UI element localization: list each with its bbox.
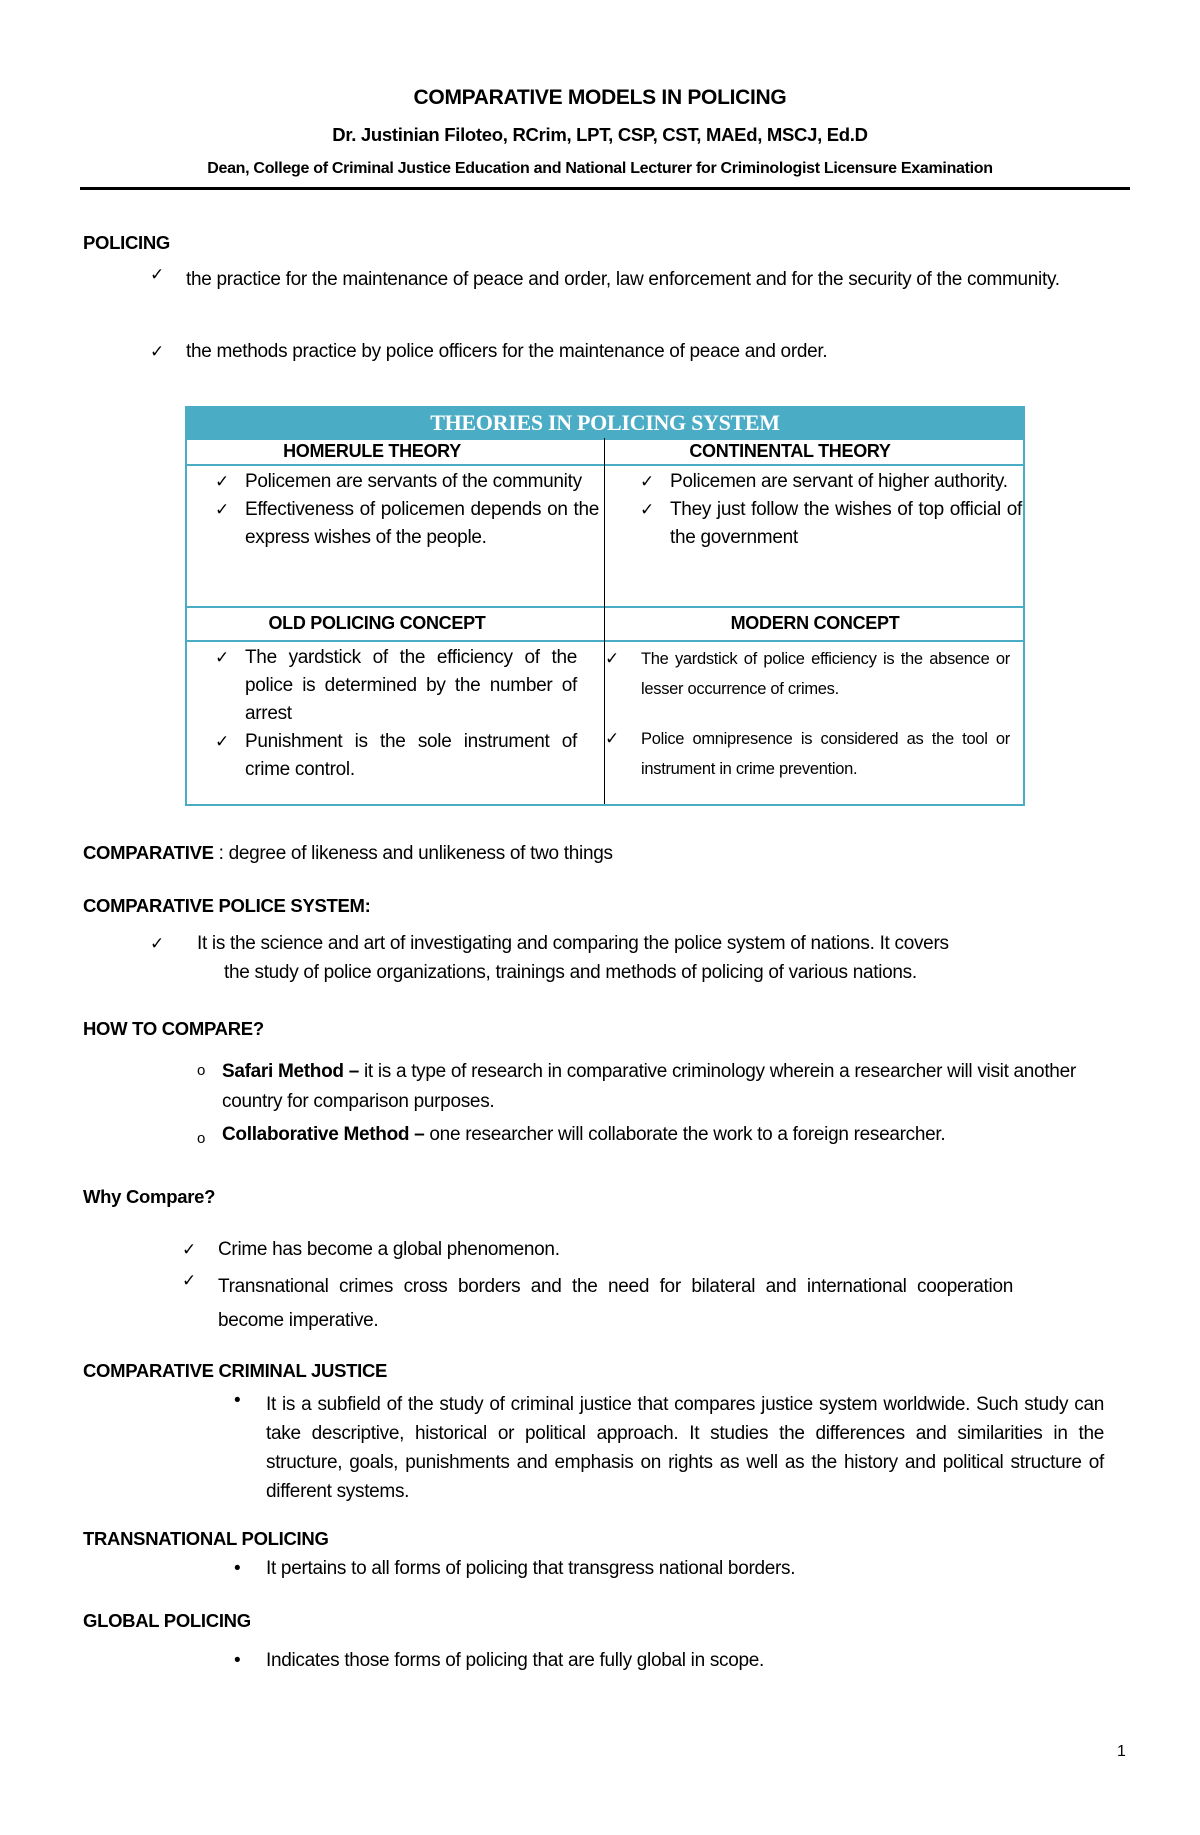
check-icon: ✓ xyxy=(150,265,164,285)
author-line: Dr. Justinian Filoteo, RCrim, LPT, CSP, CST, MAEd, MSCJ, Ed.D xyxy=(332,124,868,145)
ccj-text: It is a subfield of the study of criminal justice that compares justice system worldwide. Such study can take descriptive, historical or political approach. It studies the differences and similarities in the structure, goals, punishments and emphasis on rights as well as the history and political structure of different systems. xyxy=(266,1394,1104,1502)
safari-text: it is a type of research in comparative criminology wherein a researcher will visit another country for comparison purposes. xyxy=(222,1061,1076,1112)
global-heading: GLOBAL POLICING xyxy=(83,1610,251,1631)
transnational-heading: TRANSNATIONAL POLICING xyxy=(83,1528,329,1549)
collab-term: Collaborative Method – xyxy=(222,1124,425,1145)
old-concept-heading: OLD POLICING CONCEPT xyxy=(268,613,486,633)
check-icon: ✓ xyxy=(182,1240,196,1260)
old-concept-list: ✓ The yardstick of the efficiency of the police is determined by the number of arrest ✓ Punishment is the sole instrument of crime control. xyxy=(215,647,577,780)
table-title: THEORIES IN POLICING SYSTEM xyxy=(187,408,1023,438)
old-concept-item: The yardstick of the efficiency of the police is determined by the number of arrest xyxy=(245,647,577,724)
modern-concept-item: The yardstick of police efficiency is the absence or lesser occurrence of crimes. xyxy=(641,650,1010,698)
why-item: Transnational crimes cross borders and the need for bilateral and international cooperation become imperative. xyxy=(218,1276,1013,1331)
ccj-heading: COMPARATIVE CRIMINAL JUSTICE xyxy=(83,1360,388,1381)
circle-bullet-icon: o xyxy=(197,1062,206,1079)
document-title: COMPARATIVE MODELS IN POLICING xyxy=(413,86,787,109)
cps-text-line1: It is the science and art of investigating and comparing the police system of nations. It covers xyxy=(197,933,949,954)
homerule-item: Policemen are servants of the community xyxy=(245,471,582,492)
how-heading: HOW TO COMPARE? xyxy=(83,1018,264,1039)
safari-method xyxy=(222,1057,1102,1117)
bullet-icon: • xyxy=(234,1390,241,1411)
cps-heading: COMPARATIVE POLICE SYSTEM: xyxy=(83,895,371,916)
check-icon: ✓ xyxy=(150,342,164,362)
cps-text-line2: the study of police organizations, trainings and methods of policing of various nations. xyxy=(224,962,917,983)
comparative-definition xyxy=(83,842,613,865)
homerule-heading: HOMERULE THEORY xyxy=(283,441,461,461)
continental-item: They just follow the wishes of top official of the government xyxy=(670,499,1022,548)
collab-text: one researcher will collaborate the work to a foreign researcher. xyxy=(424,1124,946,1145)
homerule-list: ✓ Policemen are servants of the community ✓ Effectiveness of policemen depends on the express wishes of the people. xyxy=(215,471,599,548)
homerule-item: Effectiveness of policemen depends on the express wishes of the people. xyxy=(245,499,599,548)
policing-item: the methods practice by police officers for the maintenance of peace and order. xyxy=(186,341,828,362)
why-item: Crime has become a global phenomenon. xyxy=(218,1239,560,1260)
check-icon: ✓ xyxy=(150,934,164,954)
header-divider xyxy=(80,187,1130,190)
global-text: Indicates those forms of policing that are fully global in scope. xyxy=(266,1650,765,1671)
modern-concept-item: Police omnipresence is considered as the tool or instrument in crime prevention. xyxy=(641,730,1010,778)
bullet-icon: • xyxy=(234,1558,241,1579)
why-heading: Why Compare? xyxy=(83,1186,216,1207)
continental-heading: CONTINENTAL THEORY xyxy=(689,441,891,461)
circle-bullet-icon: o xyxy=(197,1130,206,1147)
bullet-icon: • xyxy=(234,1650,241,1671)
comparative-term: COMPARATIVE xyxy=(83,842,214,863)
transnational-text: It pertains to all forms of policing that transgress national borders. xyxy=(266,1558,796,1579)
modern-concept-list: ✓ The yardstick of police efficiency is the absence or lesser occurrence of crimes. ✓ Police omnipresence is considered as the tool or instrument in crime prevention. xyxy=(605,649,1010,778)
collaborative-method xyxy=(222,1124,945,1146)
theories-table xyxy=(185,406,1025,806)
author-position: Dean, College of Criminal Justice Education and National Lecturer for Criminologist Licensure Examination xyxy=(207,160,993,177)
continental-list: ✓ Policemen are servant of higher authority. ✓ They just follow the wishes of top official of the government xyxy=(640,471,1022,548)
check-icon: ✓ xyxy=(182,1271,196,1291)
comparative-text: : degree of likeness and unlikeness of two things xyxy=(213,843,613,864)
continental-item: Policemen are servant of higher authority. xyxy=(670,471,1008,492)
modern-concept-heading: MODERN CONCEPT xyxy=(730,613,900,633)
old-concept-item: Punishment is the sole instrument of crime control. xyxy=(245,731,577,780)
safari-term: Safari Method – xyxy=(222,1061,359,1082)
page-number: 1 xyxy=(1117,1743,1126,1760)
policing-item: the practice for the maintenance of peace and order, law enforcement and for the security of the community. xyxy=(186,269,1060,290)
policing-heading: POLICING xyxy=(83,232,171,253)
